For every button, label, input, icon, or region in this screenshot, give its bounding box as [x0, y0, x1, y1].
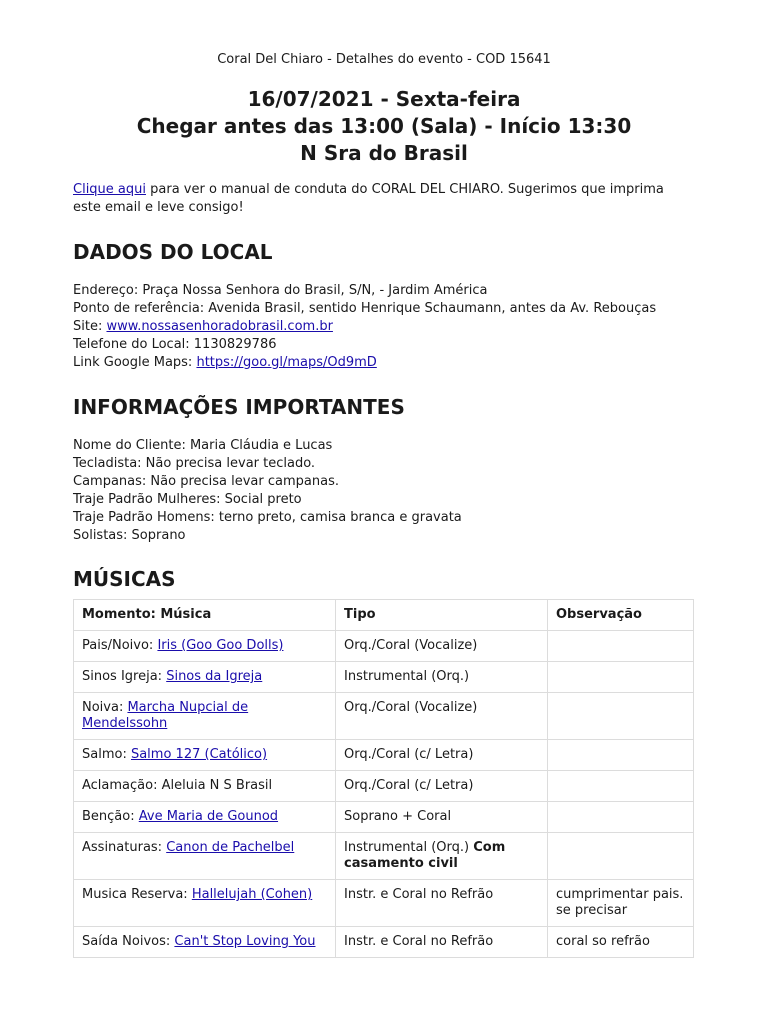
- moment-cell: [74, 927, 336, 958]
- observacao-cell: [548, 662, 694, 693]
- moment-label: Salmo:: [82, 747, 131, 762]
- info-soloists: Solistas: Soprano: [73, 528, 186, 543]
- info-bells: Campanas: Não precisa levar campanas.: [73, 474, 339, 489]
- site-label: Site:: [73, 319, 107, 334]
- moment-label: Aclamação: Aleluia N S Brasil: [82, 778, 273, 793]
- moment-cell: [74, 802, 336, 833]
- tipo-cell: [336, 662, 548, 693]
- table-row: [74, 802, 694, 833]
- column-header-observacao: Observação: [548, 600, 694, 631]
- event-venue: N Sra do Brasil: [300, 141, 468, 165]
- moment-label: Noiva:: [82, 700, 128, 715]
- moment-cell: [74, 880, 336, 927]
- music-table: [73, 599, 694, 958]
- local-heading: DADOS DO LOCAL: [73, 240, 273, 264]
- moment-label: Sinos Igreja:: [82, 669, 167, 684]
- tipo-text: Instr. e Coral no Refrão: [344, 887, 494, 902]
- tipo-cell: [336, 740, 548, 771]
- table-header-row: [74, 600, 694, 631]
- observacao-cell: cumprimentar pais. se precisar: [548, 880, 694, 927]
- moment-cell: [74, 693, 336, 740]
- musicas-heading: MÚSICAS: [73, 567, 176, 591]
- observacao-cell: [548, 740, 694, 771]
- tipo-text: Instrumental (Orq.): [344, 840, 474, 855]
- moment-label: Assinaturas:: [82, 840, 167, 855]
- intro-text: para ver o manual de conduta do CORAL DEL CHIARO. Sugerimos que imprima este email e leve consigo!: [73, 182, 664, 215]
- table-row: [74, 927, 694, 958]
- moment-cell: [74, 833, 336, 880]
- tipo-text: Instr. e Coral no Refrão: [344, 934, 494, 949]
- table-row: [74, 740, 694, 771]
- table-row: [74, 631, 694, 662]
- moment-cell: [74, 631, 336, 662]
- observacao-cell: [548, 802, 694, 833]
- local-phone: Telefone do Local: 1130829786: [73, 337, 277, 352]
- song-link[interactable]: Canon de Pachelbel: [166, 840, 295, 855]
- maps-link[interactable]: https://goo.gl/maps/Od9mD: [196, 355, 377, 370]
- song-link[interactable]: Sinos da Igreja: [166, 669, 263, 684]
- table-row: [74, 880, 694, 927]
- tipo-cell: [336, 771, 548, 802]
- event-arrival-time: Chegar antes das 13:00 (Sala) - Início 13:30: [136, 114, 632, 138]
- local-reference: Ponto de referência: Avenida Brasil, sentido Henrique Schaumann, antes da Av. Rebouças: [73, 301, 657, 316]
- song-link[interactable]: Can't Stop Loving You: [174, 934, 316, 949]
- table-row: [74, 693, 694, 740]
- observacao-cell: [548, 833, 694, 880]
- event-date: 16/07/2021 - Sexta-feira: [247, 87, 521, 111]
- intro-paragraph: [73, 181, 695, 217]
- tipo-text: Soprano + Coral: [344, 809, 452, 824]
- info-dress-women: Traje Padrão Mulheres: Social preto: [73, 492, 302, 507]
- moment-label: Saída Noivos:: [82, 934, 175, 949]
- observacao-cell: [548, 693, 694, 740]
- tipo-cell: [336, 693, 548, 740]
- local-details: [73, 282, 695, 372]
- song-link[interactable]: Salmo 127 (Católico): [130, 747, 268, 762]
- table-row: [74, 771, 694, 802]
- observacao-cell: coral so refrão: [548, 927, 694, 958]
- tipo-note: Com casamento civil: [344, 840, 506, 871]
- tipo-text: Orq./Coral (Vocalize): [344, 700, 478, 715]
- info-details: [73, 437, 695, 545]
- moment-label: Pais/Noivo:: [82, 638, 158, 653]
- moment-cell: [74, 740, 336, 771]
- music-table-body: [74, 631, 694, 958]
- document-header: Coral Del Chiaro - Detalhes do evento - COD 15641: [217, 52, 551, 67]
- manual-link[interactable]: Clique aqui: [73, 182, 146, 197]
- song-link[interactable]: Iris (Goo Goo Dolls): [157, 638, 284, 653]
- tipo-text: Orq./Coral (c/ Letra): [344, 747, 474, 762]
- tipo-text: Instrumental (Orq.): [344, 669, 470, 684]
- table-row: [74, 662, 694, 693]
- table-row: [74, 833, 694, 880]
- maps-label: Link Google Maps:: [73, 355, 197, 370]
- info-keyboard: Tecladista: Não precisa levar teclado.: [73, 456, 316, 471]
- moment-cell: [74, 662, 336, 693]
- observacao-cell: [548, 631, 694, 662]
- column-header-tipo: Tipo: [336, 600, 548, 631]
- event-title-block: [73, 86, 695, 167]
- email-body: [73, 0, 695, 949]
- observacao-cell: [548, 771, 694, 802]
- song-link[interactable]: Hallelujah (Cohen): [191, 887, 313, 902]
- local-maps-row: [73, 354, 695, 372]
- tipo-cell: [336, 880, 548, 927]
- info-heading: INFORMAÇÕES IMPORTANTES: [73, 395, 405, 419]
- tipo-cell: [336, 631, 548, 662]
- info-client: Nome do Cliente: Maria Cláudia e Lucas: [73, 438, 333, 453]
- tipo-text: Orq./Coral (Vocalize): [344, 638, 478, 653]
- info-dress-men: Traje Padrão Homens: terno preto, camisa branca e gravata: [73, 510, 462, 525]
- column-header-moment: Momento: Música: [74, 600, 336, 631]
- moment-label: Benção:: [82, 809, 139, 824]
- tipo-cell: [336, 927, 548, 958]
- site-link[interactable]: www.nossasenhoradobrasil.com.br: [106, 319, 333, 334]
- local-address: Endereço: Praça Nossa Senhora do Brasil, S/N, - Jardim América: [73, 283, 488, 298]
- local-site-row: [73, 318, 695, 336]
- song-link[interactable]: Ave Maria de Gounod: [138, 809, 279, 824]
- moment-label: Musica Reserva:: [82, 887, 192, 902]
- song-link[interactable]: Marcha Nupcial de Mendelssohn: [82, 700, 249, 731]
- tipo-cell: [336, 833, 548, 880]
- tipo-cell: [336, 802, 548, 833]
- tipo-text: Orq./Coral (c/ Letra): [344, 778, 474, 793]
- moment-cell: [74, 771, 336, 802]
